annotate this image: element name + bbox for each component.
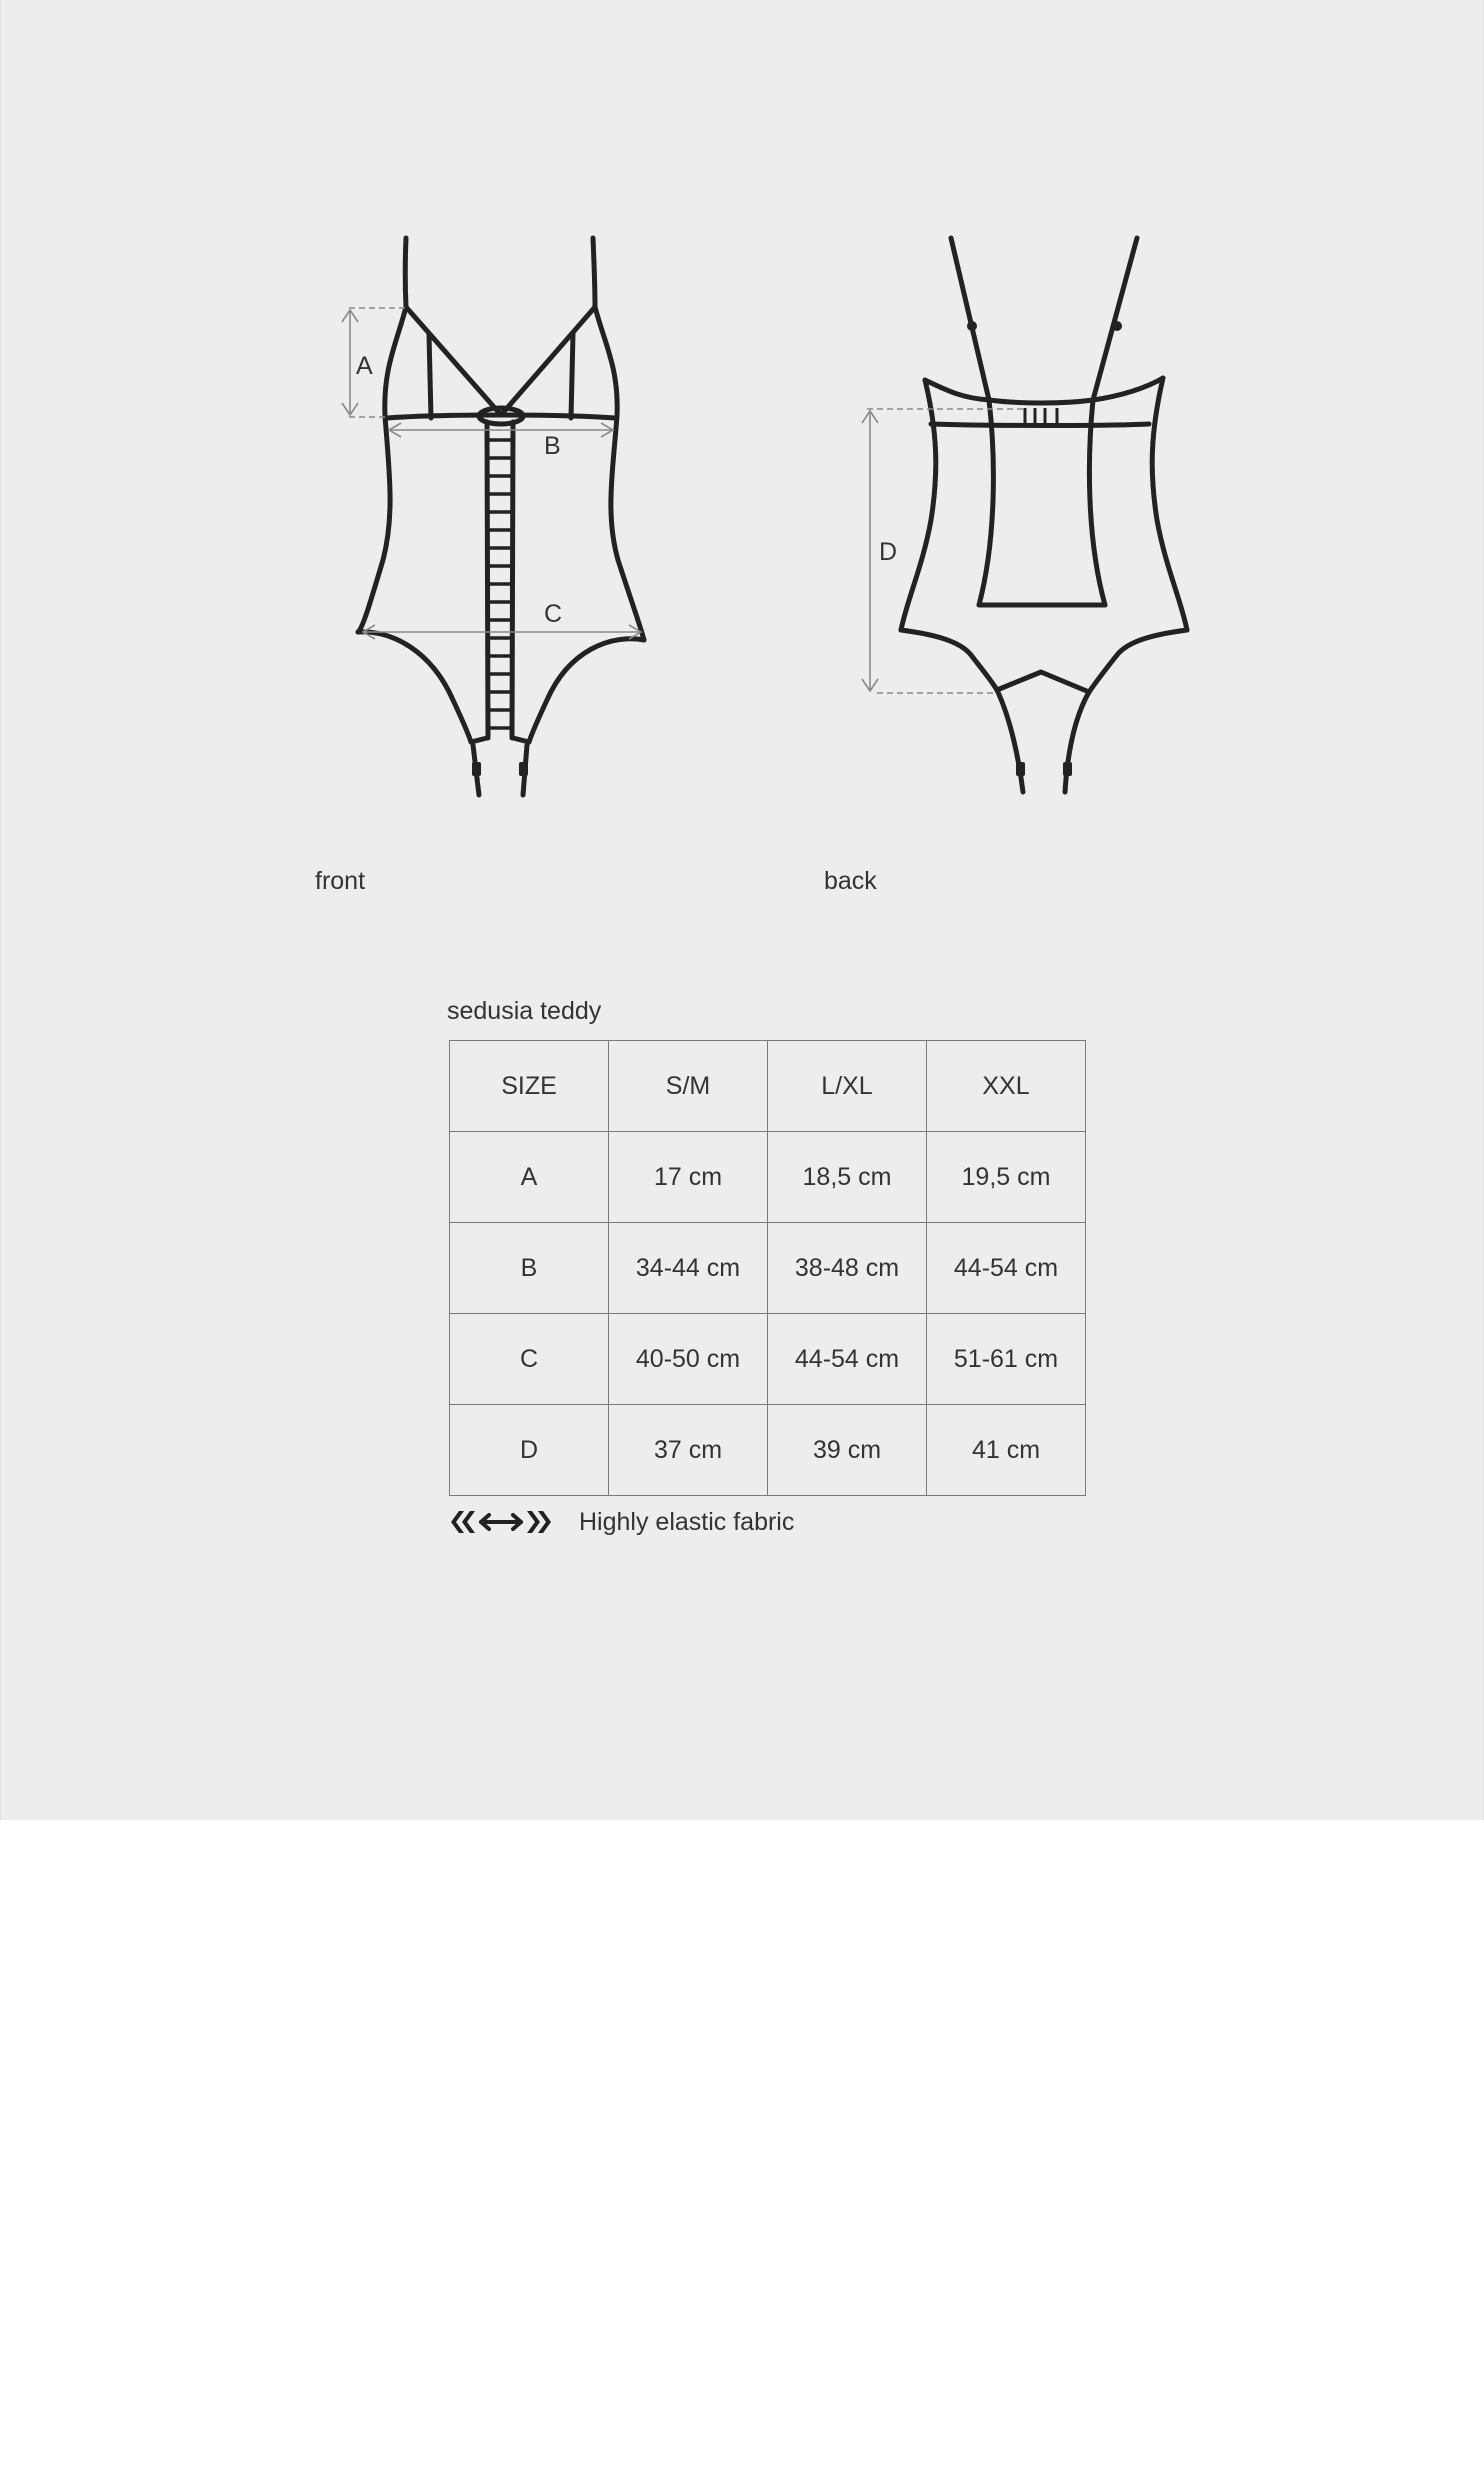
elastic-note xyxy=(449,1508,794,1536)
front-caption: front xyxy=(315,867,366,895)
table-row xyxy=(450,1223,1086,1314)
table-cell: 51-61 cm xyxy=(927,1314,1086,1405)
table-cell: 17 cm xyxy=(609,1132,768,1223)
label-c: C xyxy=(544,600,563,628)
table-cell: A xyxy=(450,1132,609,1223)
header-cell: L/XL xyxy=(768,1041,927,1132)
front-lacing-rungs xyxy=(488,440,512,728)
table-cell: 19,5 cm xyxy=(927,1132,1086,1223)
header-cell: XXL xyxy=(927,1041,1086,1132)
table-cell: 44-54 cm xyxy=(768,1314,927,1405)
table-row xyxy=(450,1314,1086,1405)
table-cell: 39 cm xyxy=(768,1405,927,1496)
label-b: B xyxy=(544,432,561,460)
table-cell: 44-54 cm xyxy=(927,1223,1086,1314)
table-cell: 40-50 cm xyxy=(609,1314,768,1405)
elastic-note-label: Highly elastic fabric xyxy=(579,1507,795,1536)
table-cell: 34-44 cm xyxy=(609,1223,768,1314)
label-d: D xyxy=(879,538,898,566)
back-caption: back xyxy=(824,867,877,895)
table-cell: 38-48 cm xyxy=(768,1223,927,1314)
table-cell: 37 cm xyxy=(609,1405,768,1496)
garment-diagrams xyxy=(1,0,1484,1820)
table-row xyxy=(450,1405,1086,1496)
label-a: A xyxy=(356,352,373,380)
size-table-title: sedusia teddy xyxy=(447,997,602,1025)
table-cell: D xyxy=(450,1405,609,1496)
table-row xyxy=(450,1132,1086,1223)
front-garter-clips xyxy=(472,762,528,776)
back-garment-outline xyxy=(901,238,1187,792)
header-cell: S/M xyxy=(609,1041,768,1132)
stretch-arrows-icon xyxy=(449,1508,553,1536)
header-cell: SIZE xyxy=(450,1041,609,1132)
table-cell: 41 cm xyxy=(927,1405,1086,1496)
size-table xyxy=(449,1040,1086,1496)
table-cell: B xyxy=(450,1223,609,1314)
table-cell: C xyxy=(450,1314,609,1405)
table-cell: 18,5 cm xyxy=(768,1132,927,1223)
table-header-row xyxy=(450,1041,1086,1132)
back-hook-closure xyxy=(1025,408,1057,424)
